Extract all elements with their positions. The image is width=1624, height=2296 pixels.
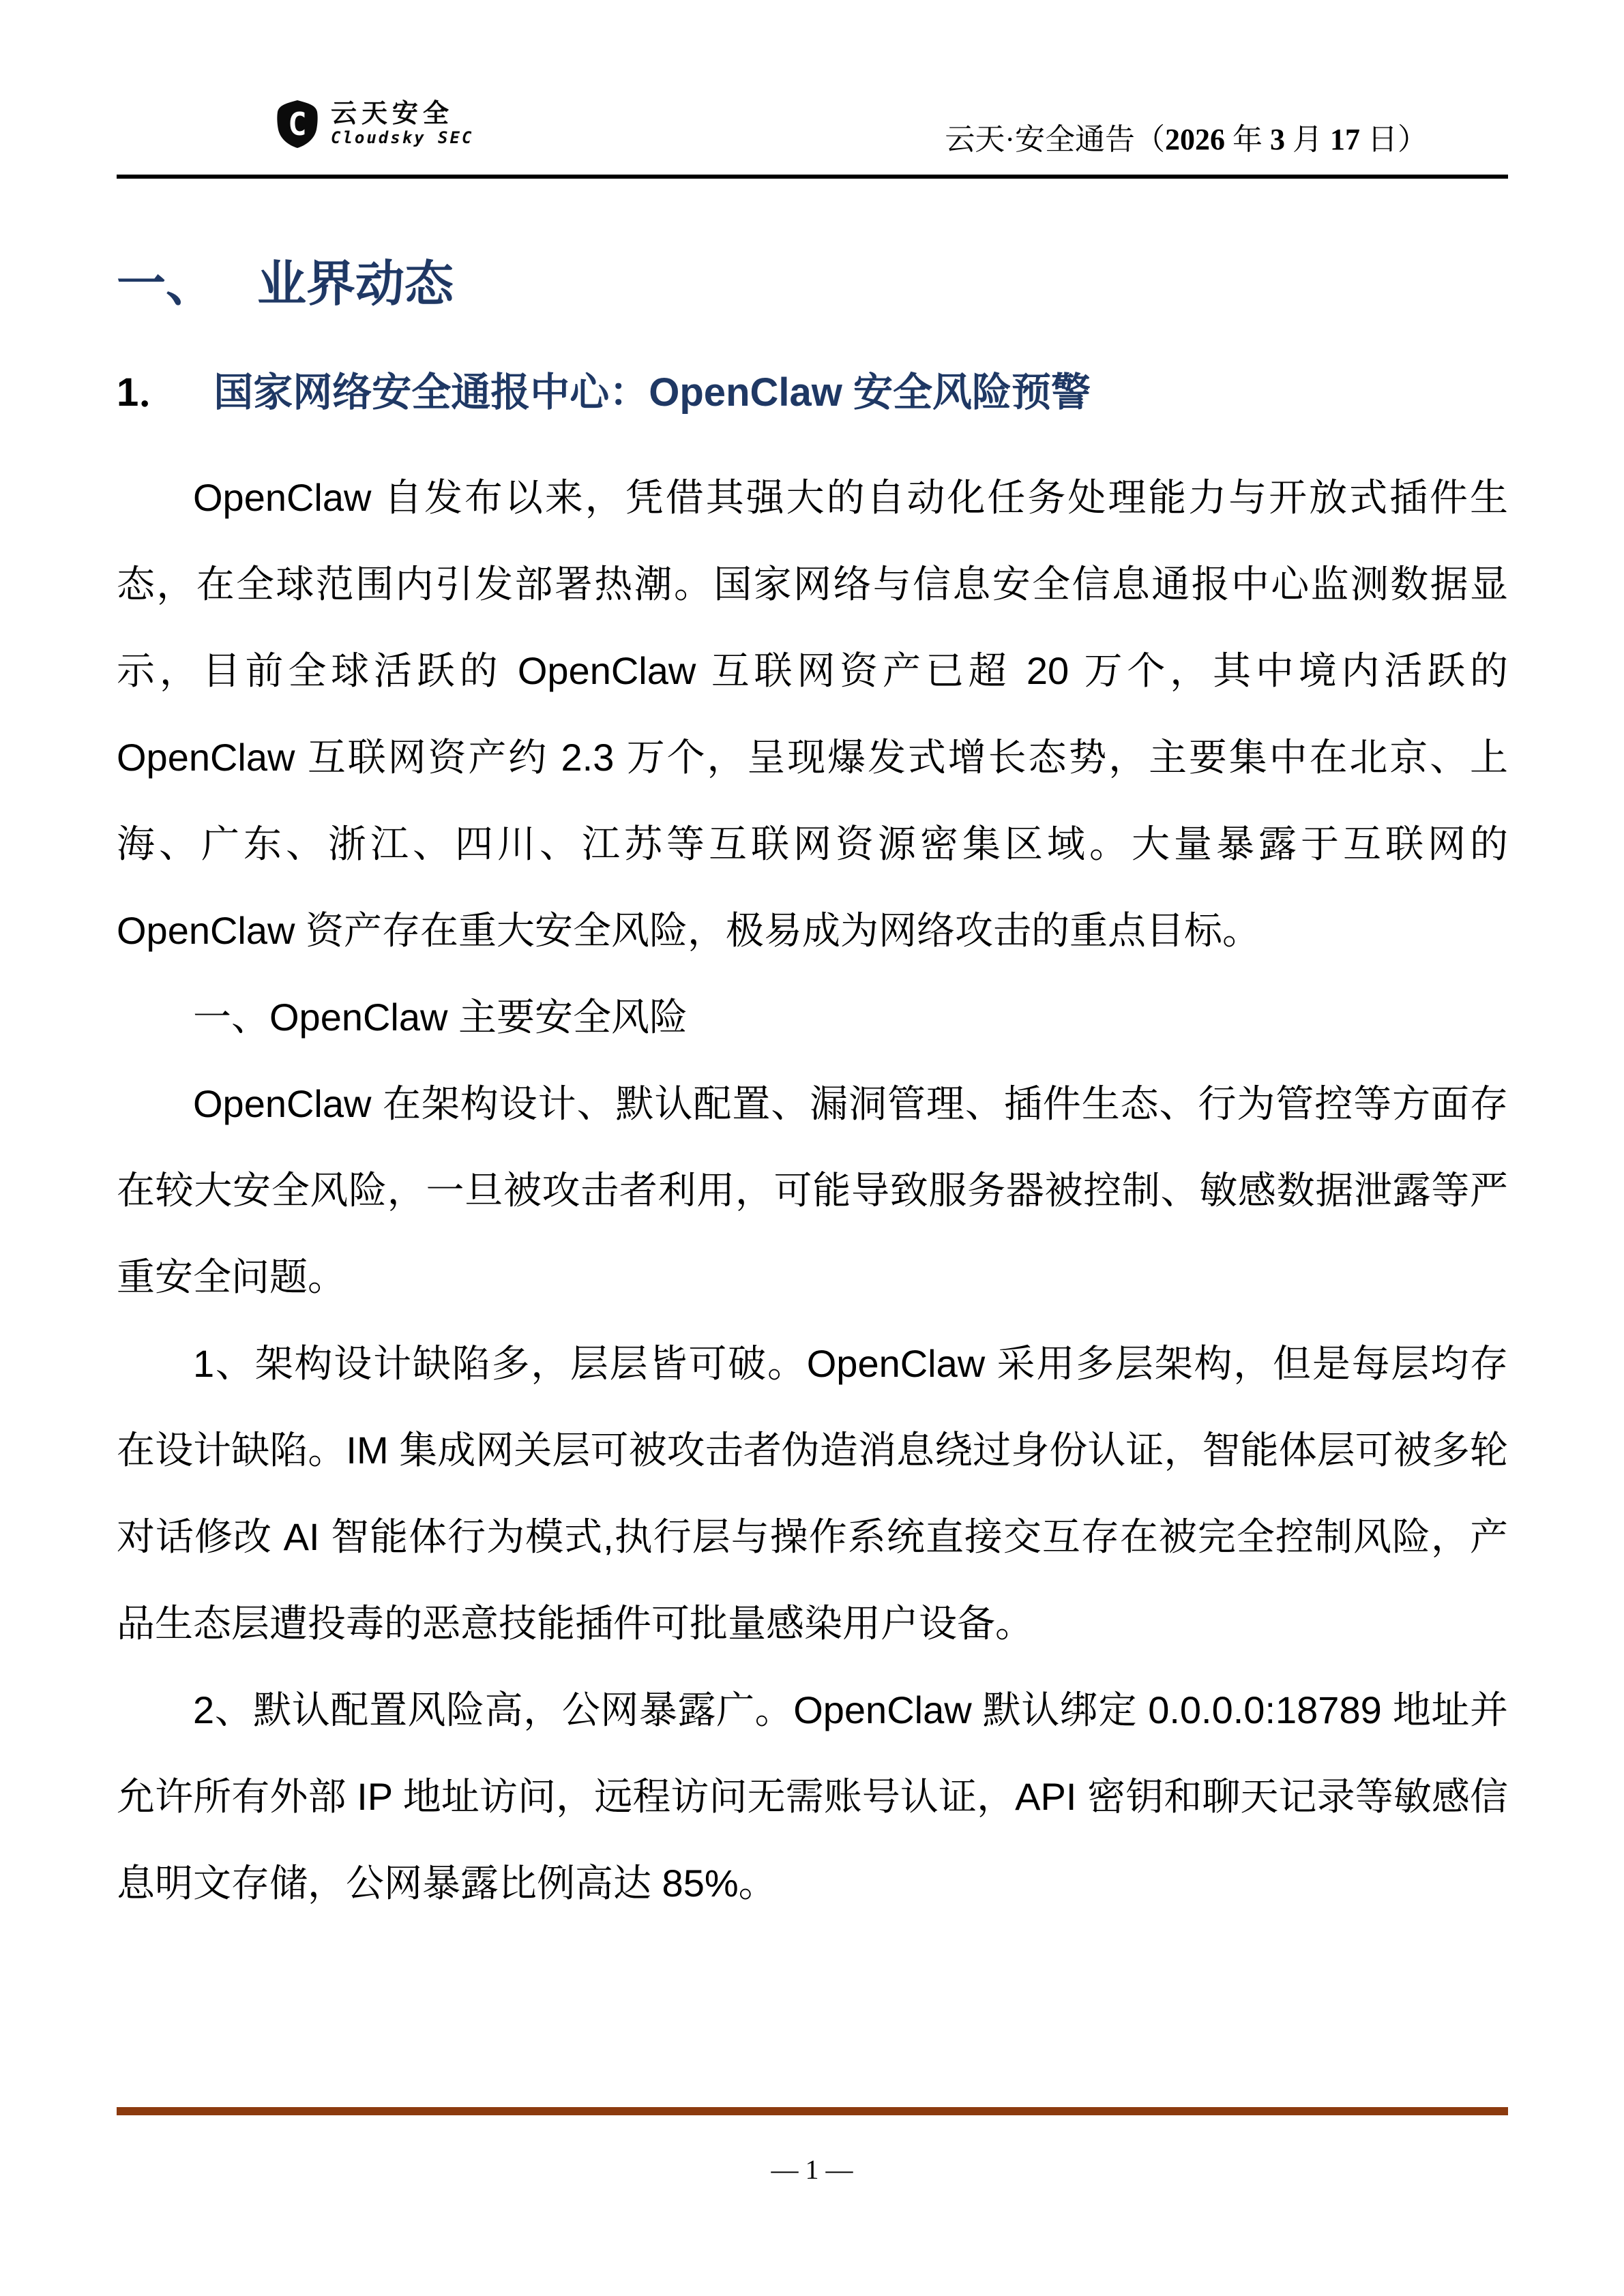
article-heading (117, 370, 1508, 416)
title-prefix: 云天·安全通告（ (945, 123, 1165, 156)
article-heading-text: 国家网络安全通报中心：OpenClaw 安全风险预警 (213, 370, 1091, 415)
article-text (117, 454, 1508, 1926)
article-heading-number: 1． (117, 370, 179, 415)
logo-brand-cn: 云天安全 (331, 99, 454, 128)
paragraph: 一、OpenClaw 主要安全风险 (193, 995, 688, 1039)
title-day: 17 (1330, 123, 1360, 156)
paragraph: 1、架构设计缺陷多，层层皆可破。OpenClaw 采用多层架构，但是每层均存在设计缺陷。IM 集成网关层可被攻击者伪造消息绕过身份认证，智能体层可被多轮对话修改 AI 智能体行为模式,执行层与操作系统直接交互存在被完全控制风险，产品生态层遭投毒的恶意技能插件可批量感染用户设备。 (117, 1341, 1508, 1645)
logo-brand-en: Cloudsky SEC (331, 128, 474, 147)
footer-divider-rule (117, 2107, 1508, 2115)
title-month: 3 (1270, 123, 1285, 156)
page-number: — 1 — (771, 2154, 853, 2185)
paragraph: OpenClaw 在架构设计、默认配置、漏洞管理、插件生态、行为管控等方面存在较大安全风险，一旦被攻击者利用，可能导致服务器被控制、敏感数据泄露等严重安全问题。 (117, 1082, 1508, 1298)
paragraph: OpenClaw 自发布以来，凭借其强大的自动化任务处理能力与开放式插件生态，在全球范围内引发部署热潮。国家网络与信息安全信息通报中心监测数据显示，目前全球活跃的 OpenClaw 互联网资产已超 20 万个，其中境内活跃的 OpenClaw 互联网资产约 2.3 万个，呈现爆发式增长态势，主要集中在北京、上海、广东、浙江、四川、江苏等互联网资源密集区域。大量暴露于互联网的 OpenClaw 资产存在重大安全风险，极易成为网络攻击的重点目标。 (117, 475, 1508, 952)
document-body (117, 0, 1508, 1926)
section-heading (117, 258, 1508, 312)
paragraph: 2、默认配置风险高，公网暴露广。OpenClaw 默认绑定 0.0.0.0:18789 地址并允许所有外部 IP 地址访问，远程访问无需账号认证，API 密钥和聊天记录等敏感信息明文存储，公网暴露比例高达 85%。 (117, 1688, 1508, 1905)
title-year-unit: 年 (1225, 123, 1270, 156)
logo-letter: C (288, 106, 307, 143)
section-heading-number: 一、 (117, 257, 216, 312)
title-month-unit: 月 (1285, 123, 1330, 156)
title-year: 2026 (1165, 123, 1225, 156)
section-heading-text: 业界动态 (257, 257, 454, 312)
title-day-unit: 日） (1360, 123, 1428, 156)
